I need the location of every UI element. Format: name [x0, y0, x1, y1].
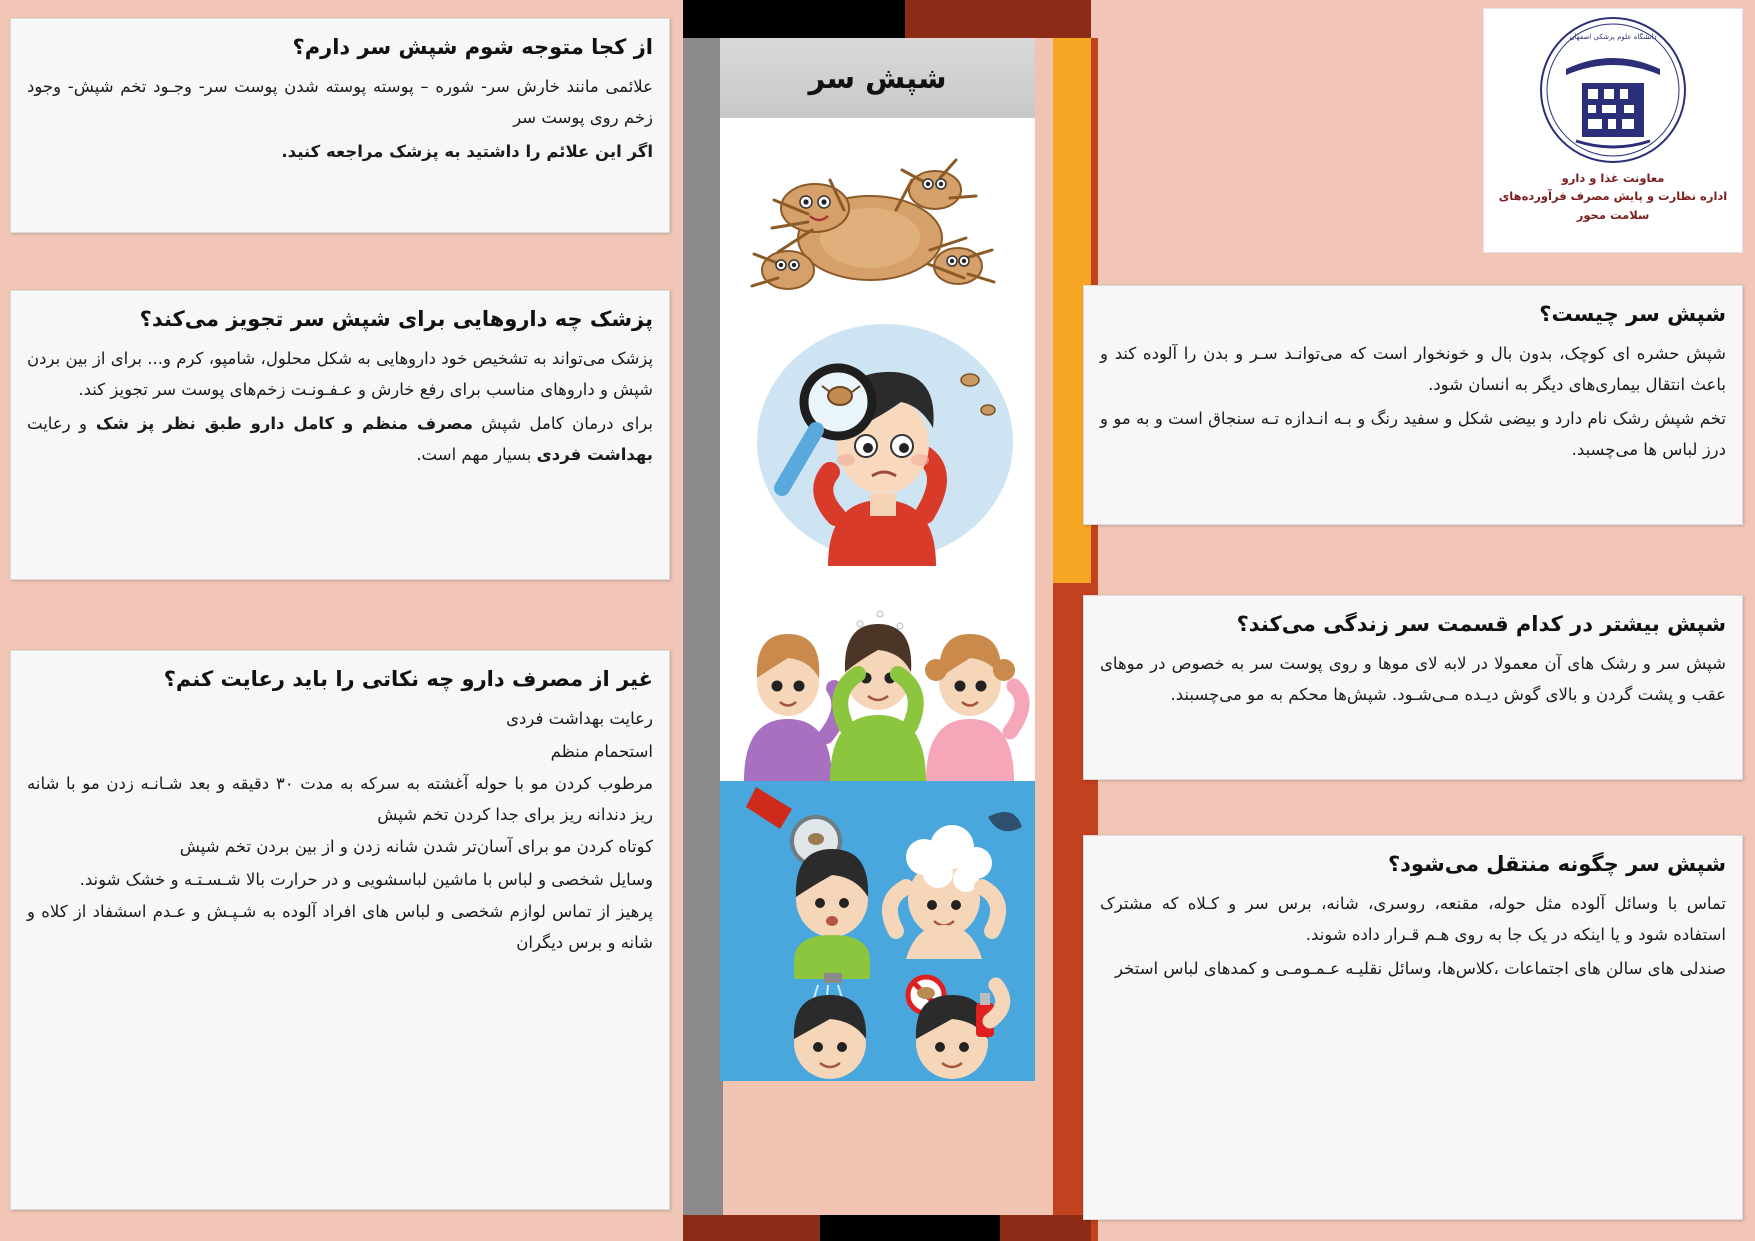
children-scratching-head-illustration: [720, 566, 1035, 781]
prevention-steps-illustration: [720, 781, 1035, 1081]
card-what-is-lice: [1083, 285, 1743, 525]
card-drugs-paragraph-2: [27, 409, 653, 470]
card-non-drug-tips: [10, 650, 670, 1210]
boy-with-magnifier-illustration: [720, 318, 1035, 566]
tips-item: پرهیز از تماس لوازم شخصی و لباس های افراد آلوده به شـپـش و عـدم اسشفاد از کلاه و شانه و برس دیگران: [27, 902, 653, 952]
tips-item: استحمام منظم: [550, 741, 653, 761]
background-black-top-bar: [683, 0, 905, 38]
tips-item: رعایت بهداشت فردی: [506, 709, 653, 729]
card-symptoms-title: از کجا متوجه شوم شپش سر دارم؟: [292, 35, 653, 59]
logo-org-line1: معاونت غذا و دارو: [1561, 171, 1665, 185]
drugs-text-e: بسیار مهم است.: [416, 444, 537, 464]
card-symptoms: [10, 18, 670, 233]
card-how-paragraph-1: تماس با وسائل آلوده مثل حوله، مقنعه، روسری، شانه، برس سر و کـلاه که مشترک استفاده شود و یا اینکه در یک جا به روی هـم قـرار داده شوند.: [1100, 894, 1726, 944]
drugs-text-bold-b: مصرف منظم و کامل دارو طبق نظر پز شک: [86, 414, 473, 434]
head-lice-bugs-illustration: [720, 118, 1035, 318]
card-how-transmitted: [1083, 835, 1743, 1220]
card-tips-title: غیر از مصرف دارو چه نکاتی را باید رعایت کنم؟: [163, 667, 653, 691]
drugs-text-c: و رعایت: [27, 414, 87, 434]
card-drugs-title: پزشک چه داروهایی برای شپش سر تجویز می‌کند؟: [139, 307, 653, 331]
logo-subtitle: [1484, 169, 1742, 224]
drugs-text-a: برای درمان کامل شپش: [472, 414, 653, 434]
card-where-lice-live: [1083, 595, 1743, 780]
card-where-paragraph-1: شپش سر و رشک های آن معمولا در لابه لای موها و روی پوست سر به خصوص در موهای عقب و پشت گردن و بالای گوش دیـده مـی‌شـود. شپش‌ها محکم به مو می‌چسبند.: [1100, 654, 1726, 704]
card-where-title: شپش بیشتر در کدام قسمت سر زندگی می‌کند؟: [1236, 612, 1726, 636]
center-image-column: [720, 38, 1035, 1223]
card-symptoms-alert: اگر این علائم را داشتید به پزشک مراجعه کنید.: [281, 142, 653, 162]
tips-item: مرطوب کردن مو با حوله آغشته به سرکه به مدت ۳۰ دقیقه و بعد شـانـه زدن مو با شانه ریز دندانه ریز برای جدا کردن تخم شپش: [27, 774, 653, 824]
tips-item: وسایل شخصی و لباس با ماشین لباسشویی و در حرارت بالا شـسـتـه و خشک شوند.: [79, 869, 653, 889]
background-gray-column: [683, 38, 723, 1241]
card-what-paragraph-2: تخم شپش رشک نام دارد و بیضی شکل و سفید رنگ و بـه انـدازه تـه سنجاق است و به مو و درز لباس ها می‌چسبد.: [1100, 409, 1726, 459]
card-what-paragraph-1: شپش حشره ای کوچک، بدون بال و خونخوار است که می‌توانـد سـر و بدن را آلوده کند و باعث انتقال بیماری‌های دیگر به انسان شود.: [1100, 344, 1726, 394]
card-how-title: شپش سر چگونه منتقل می‌شود؟: [1387, 852, 1726, 876]
logo-org-line2: اداره نظارت و پایش مصرف فرآورده‌های سلامت محور: [1498, 189, 1728, 222]
background-darkred-top-bar: [905, 0, 1091, 38]
card-prescribed-drugs: [10, 290, 670, 580]
card-how-paragraph-2: صندلی های سالن های اجتماعات ،کلاس‌ها، وسائل نقلیـه عـمـومـی و کمدهای لباس استخر: [1114, 959, 1726, 979]
organization-logo-box: [1483, 8, 1743, 253]
university-emblem-icon: [1538, 15, 1688, 165]
drugs-text-bold-d: بهداشت فردی: [536, 444, 653, 464]
card-symptoms-body: علائمی مانند خارش سر- شوره – پوسته پوسته شدن پوست سر- وجـود تخم شپش- وجود زخم روی پوست سر: [27, 77, 653, 127]
tips-item: کوتاه کردن مو برای آسان‌تر شدن شانه زدن و از بین بردن تخم شپش: [179, 837, 653, 857]
poster-title: شپش سر: [720, 38, 1035, 118]
card-drugs-paragraph-1: پزشک می‌تواند به تشخیص خود داروهایی به شکل محلول، شامپو، کرم و... برای از بین بردن شپش و داروهای مناسب برای رفع خارش و عـفـونـت زخم‌های پوست سر تجویز کند.: [27, 349, 653, 399]
card-what-title: شپش سر چیست؟: [1539, 302, 1726, 326]
svg-text:دانشگاه علوم پزشکی اصفهان: دانشگاه علوم پزشکی اصفهان: [1569, 33, 1657, 41]
